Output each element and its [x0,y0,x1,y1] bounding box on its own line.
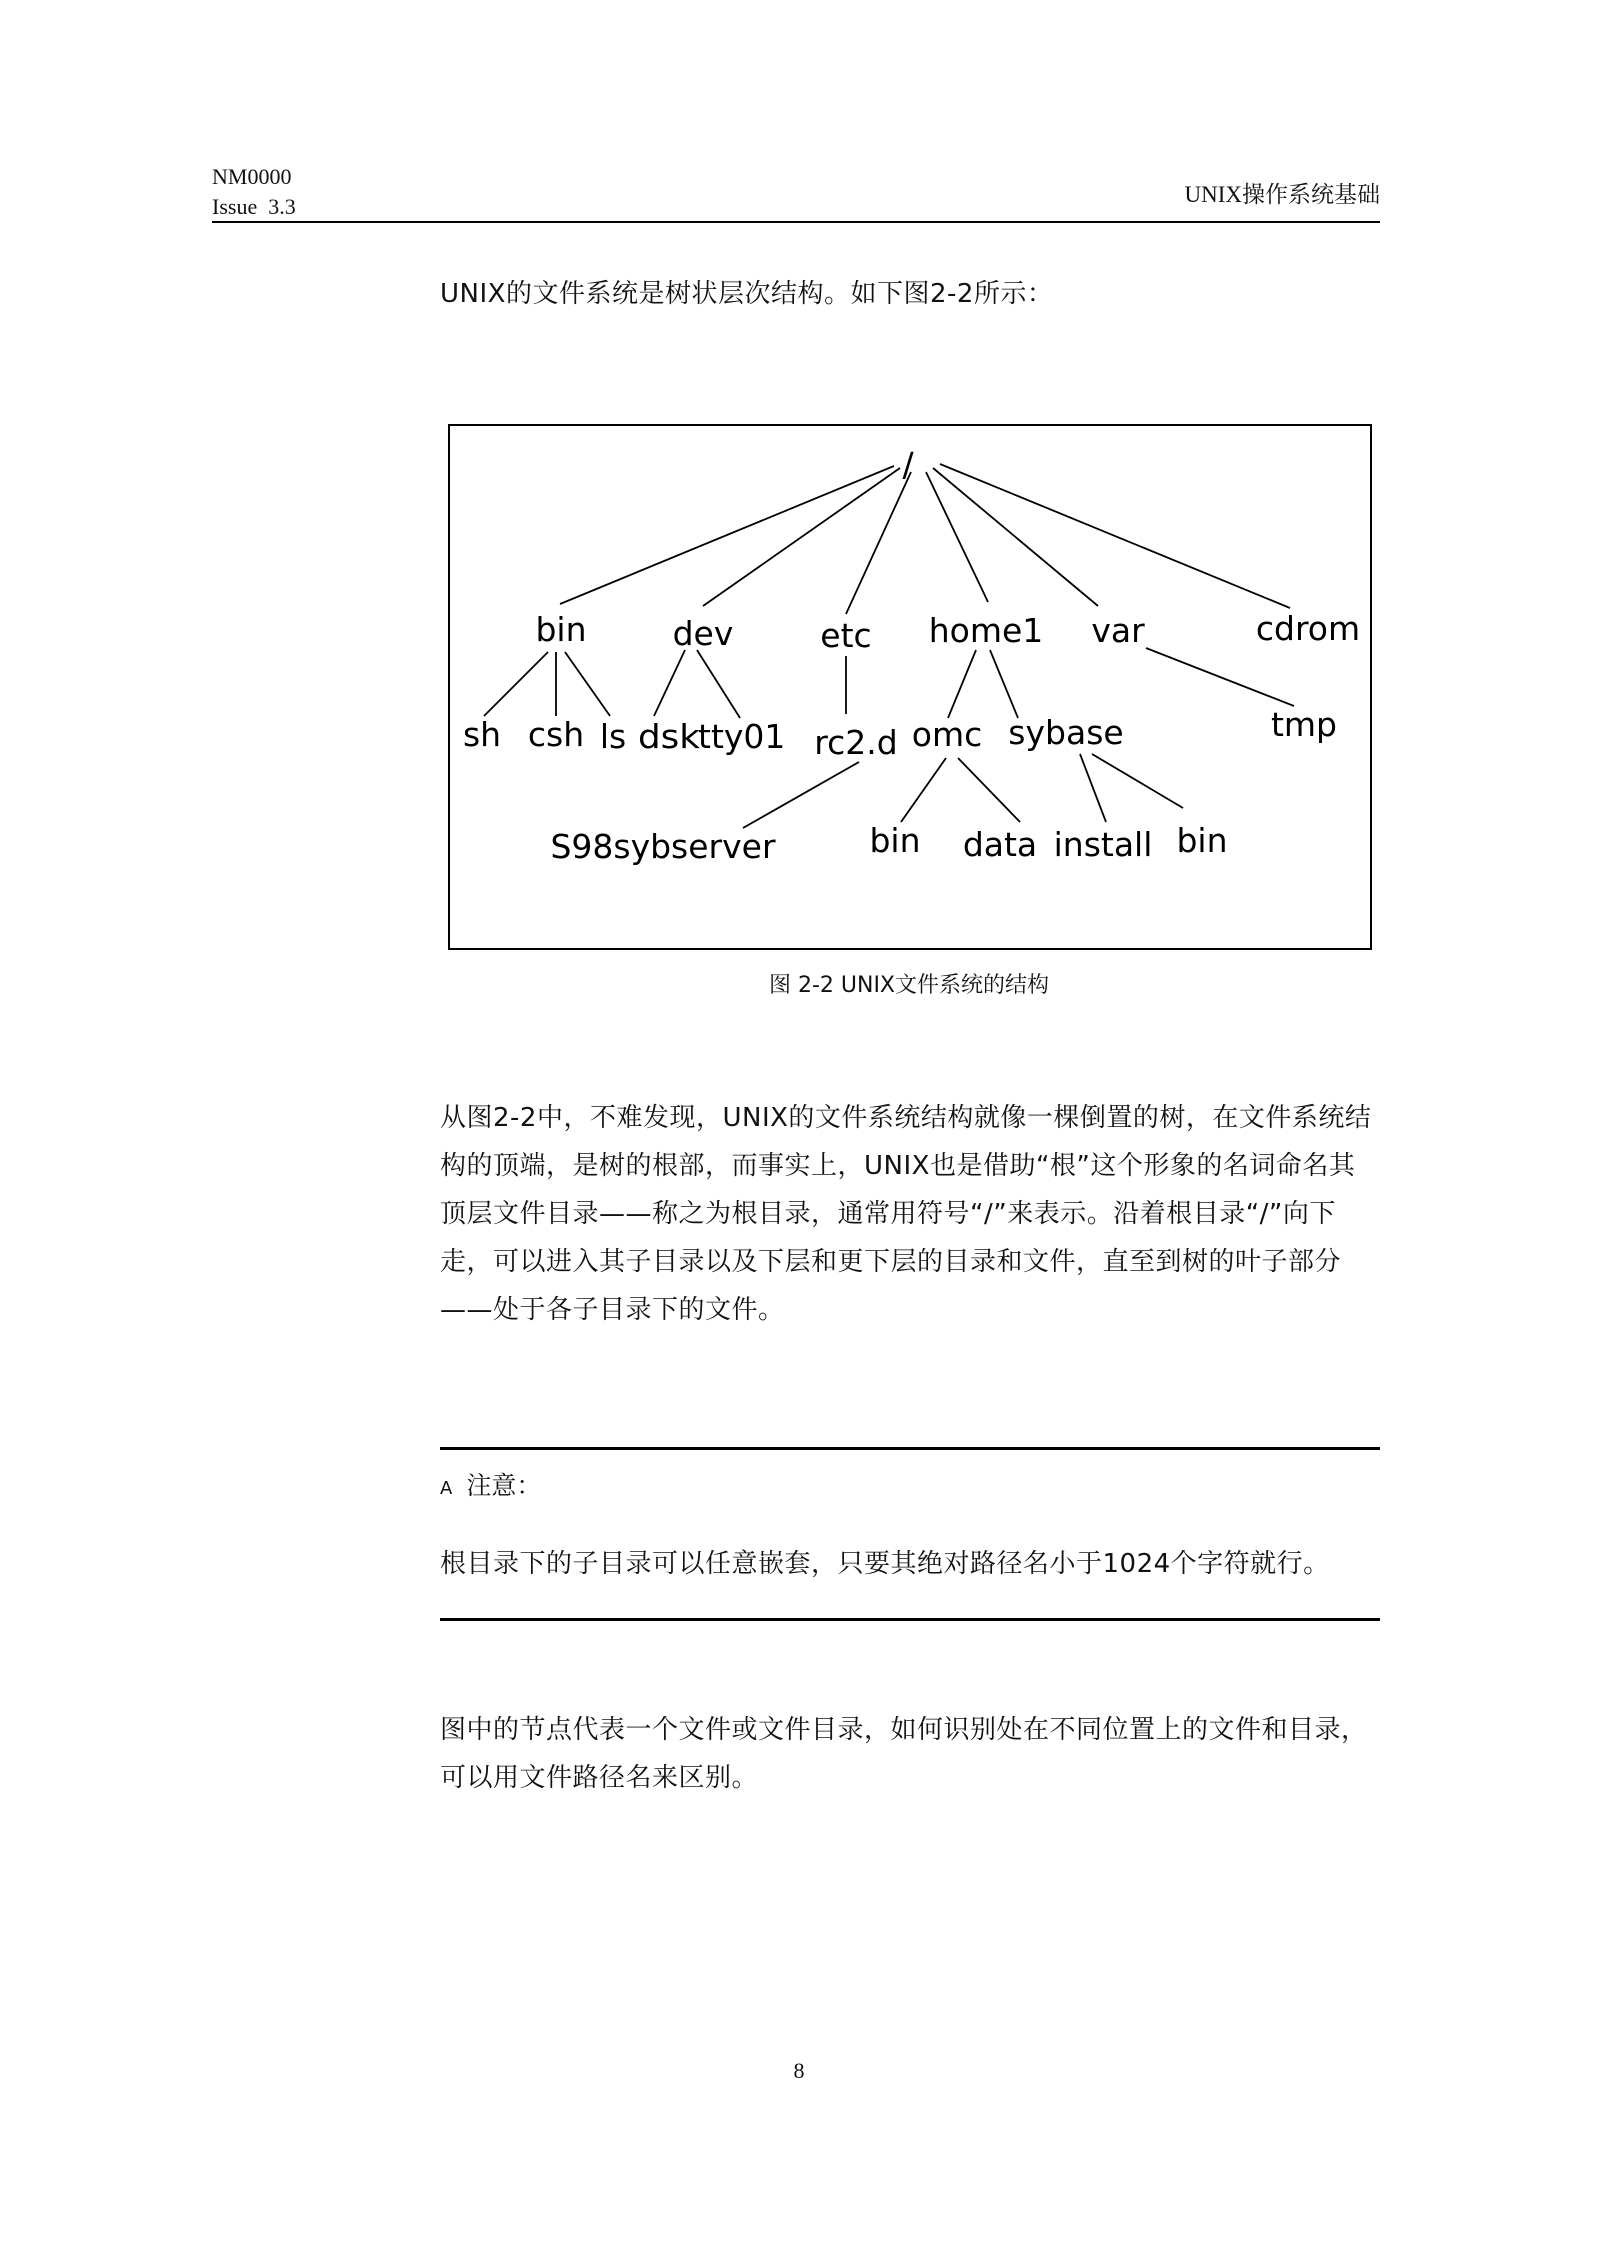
filesystem-tree-figure [448,424,1372,950]
node-s98sybserver: S98sybserver [550,827,776,866]
node-data: data [962,825,1038,864]
note-bottom-rule [440,1618,1380,1621]
edge-dev-tty01 [697,650,740,718]
header-left [212,162,296,222]
node-ls: ls [599,717,627,756]
edge-sybase-install [1080,754,1106,822]
node-install: install [1053,825,1153,864]
node-tty01: tty01 [698,717,786,756]
edge-root-bin [560,466,894,604]
node-var: var [1091,611,1145,650]
node-dev: dev [672,614,734,653]
header-title: UNIX操作系统基础 [1184,182,1380,207]
edge-home1-omc [948,650,976,718]
node-home1: home1 [928,611,1044,650]
edge-root-home1 [926,472,988,602]
doc-id: NM0000 [212,164,292,189]
node-omc: omc [911,715,983,754]
edge-root-dev [703,468,900,606]
edge-dev-dsk [654,650,685,716]
edge-root-cdrom [940,464,1290,608]
node-bin: bin [535,610,587,649]
node-root: / [902,445,914,484]
figure-frame [449,425,1371,949]
edge-bin-ls [565,652,610,716]
body-paragraph-2: 图中的节点代表一个文件或文件目录，如何识别处在不同位置上的文件和目录，可以用文件路径名来区别。 [440,1715,1368,1793]
issue-number: Issue 3.3 [212,194,296,219]
node-dsk: dsk [638,717,701,756]
edge-sybase-bin [1092,754,1183,808]
note-label: 注意： [466,1471,542,1500]
figure-caption: 图 2-2 UNIX文件系统的结构 [768,973,1050,998]
node-csh: csh [527,715,585,754]
edge-rc2d-s98 [743,762,859,828]
note-text: 根目录下的子目录可以任意嵌套，只要其绝对路径名小于1024个字符就行。 [440,1549,1330,1579]
filesystem-tree-diagram [448,424,1372,950]
edge-home1-sybase [990,650,1018,718]
node-etc: etc [820,616,872,655]
node-cdrom: cdrom [1255,609,1361,648]
page-number: 8 [793,2058,805,2083]
node-sybase: sybase [1008,713,1124,752]
node-rc2d: rc2.d [814,723,898,762]
node-sh: sh [462,715,502,754]
edge-root-etc [846,472,911,614]
header-rule [212,221,1380,223]
intro-paragraph: UNIX的文件系统是树状层次结构。如下图2-2所示： [440,279,1054,309]
edge-omc-data [958,758,1020,822]
node-sybase-bin: bin [1176,821,1228,860]
edge-var-tmp [1146,648,1294,706]
node-omc-bin: bin [869,821,921,860]
body-paragraph-1: 从图2-2中，不难发现，UNIX的文件系统结构就像一棵倒置的树，在文件系统结构的顶端，是树的根部，而事实上，UNIX也是借助“根”这个形象的名词命名其顶层文件目录——称之为根目录，通常用符号“/”来表示。沿着根目录“/”向下走，可以进入其子目录以及下层和更下层的目录和文件，直至到树的叶子部分——处于各子目录下的文件。 [440,1103,1372,1325]
note-top-rule [440,1447,1380,1450]
note-mark: A [440,1478,453,1499]
note-heading [440,1466,541,1502]
edge-bin-sh [484,652,548,716]
edge-omc-bin [901,758,946,822]
tree-edges [484,464,1294,828]
node-tmp: tmp [1270,705,1338,744]
